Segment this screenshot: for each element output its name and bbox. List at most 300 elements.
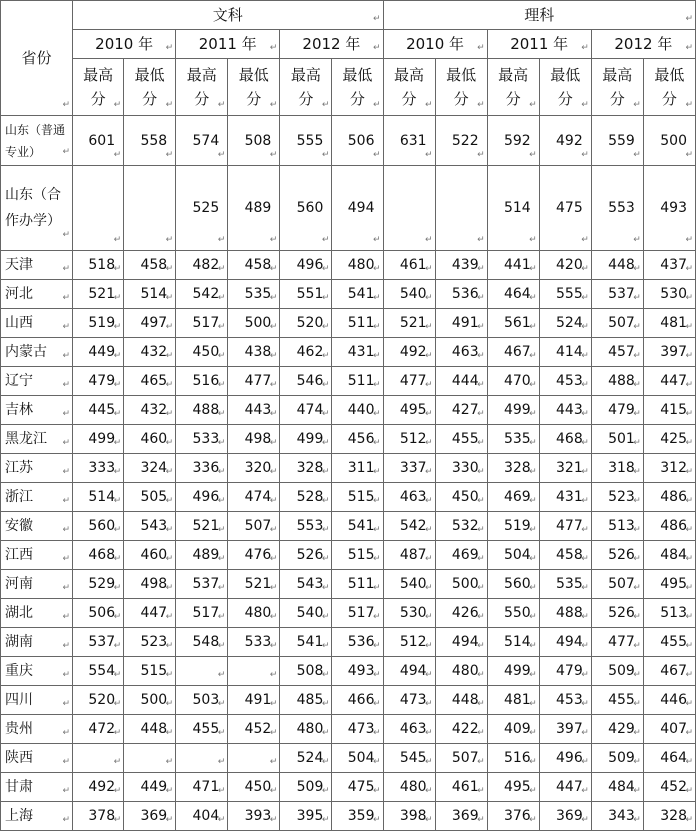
province-cell: 江西 ↵ <box>1 541 73 570</box>
score-cell: 473 ↵ <box>332 715 383 744</box>
score-cell: 520 ↵ <box>73 686 124 715</box>
table-row <box>1 773 696 802</box>
score-label-text: 最高 <box>83 66 114 84</box>
score-cell: 504 ↵ <box>332 744 383 773</box>
score-cell: 541 ↵ <box>332 512 383 541</box>
score-cell: 592 ↵ <box>487 116 539 166</box>
score-cell: 477 ↵ <box>228 367 280 396</box>
score-cell: 311 ↵ <box>332 454 383 483</box>
score-cell: 495 ↵ <box>643 570 695 599</box>
score-cell: 450 ↵ <box>228 773 280 802</box>
score-cell: 427 ↵ <box>435 396 487 425</box>
score-cell: 492 ↵ <box>539 116 591 166</box>
score-cell: 446 ↵ <box>643 686 695 715</box>
score-cell: 448 ↵ <box>435 686 487 715</box>
province-cell: 内蒙古 ↵ <box>1 338 73 367</box>
score-cell: 460 ↵ <box>124 541 176 570</box>
score-label-row <box>1 59 696 116</box>
table-row <box>1 280 696 309</box>
score-cell: 489 ↵ <box>176 541 228 570</box>
score-cell: 393 ↵ <box>228 802 280 831</box>
score-cell: 546 ↵ <box>280 367 332 396</box>
score-cell: 449 ↵ <box>124 773 176 802</box>
group-header-like: 理科 ↵ <box>383 1 696 30</box>
score-cell <box>383 166 435 251</box>
year-header: 2010 年 ↵ <box>73 30 176 59</box>
score-cell: 535 ↵ <box>228 280 280 309</box>
score-label-header <box>280 59 332 116</box>
score-cell: 524 ↵ <box>280 744 332 773</box>
table-row <box>1 802 696 831</box>
score-cell: 601 ↵ <box>73 116 124 166</box>
score-label-header <box>435 59 487 116</box>
score-cell: 548 ↵ <box>176 628 228 657</box>
score-cell: 519 ↵ <box>73 309 124 338</box>
score-cell: 540 ↵ <box>383 570 435 599</box>
score-label-text: 分 <box>298 90 314 108</box>
table-row <box>1 454 696 483</box>
score-cell: 444 ↵ <box>435 367 487 396</box>
score-cell: 551 ↵ <box>280 280 332 309</box>
province-cell: 山西 ↵ <box>1 309 73 338</box>
score-cell: 443 ↵ <box>539 396 591 425</box>
score-cell: 540 ↵ <box>280 599 332 628</box>
province-cell: 吉林 ↵ <box>1 396 73 425</box>
score-cell: 519 ↵ <box>487 512 539 541</box>
score-cell: 455 ↵ <box>435 425 487 454</box>
score-cell: 448 ↵ <box>591 251 643 280</box>
score-cell: 492 ↵ <box>383 338 435 367</box>
score-cell: 455 ↵ <box>176 715 228 744</box>
score-cell: 455 ↵ <box>591 686 643 715</box>
score-label-text: 分 <box>142 90 158 108</box>
score-cell: 500 ↵ <box>643 116 695 166</box>
score-cell: 485 ↵ <box>280 686 332 715</box>
score-cell: 453 ↵ <box>539 686 591 715</box>
score-cell: 466 ↵ <box>332 686 383 715</box>
score-cell: 480 ↵ <box>280 715 332 744</box>
table-row <box>1 367 696 396</box>
score-cell: 479 ↵ <box>539 657 591 686</box>
score-cell: 550 ↵ <box>487 599 539 628</box>
score-label-text: 最高 <box>498 66 529 84</box>
score-cell: 429 ↵ <box>591 715 643 744</box>
score-cell: 518 ↵ <box>73 251 124 280</box>
score-cell: 472 ↵ <box>73 715 124 744</box>
score-cell: 508 ↵ <box>280 657 332 686</box>
score-cell: 465 ↵ <box>124 367 176 396</box>
table-row <box>1 483 696 512</box>
score-cell: 497 ↵ <box>124 309 176 338</box>
table-row <box>1 541 696 570</box>
province-cell: 四川 ↵ <box>1 686 73 715</box>
score-label-text: 最高 <box>186 66 217 84</box>
score-cell <box>435 166 487 251</box>
score-cell: 540 ↵ <box>383 280 435 309</box>
score-cell: 494 ↵ <box>332 166 383 251</box>
score-cell: 473 ↵ <box>383 686 435 715</box>
score-cell: 537 ↵ <box>591 280 643 309</box>
score-cell: 495 ↵ <box>487 773 539 802</box>
score-cell: 526 ↵ <box>591 541 643 570</box>
score-cell: 517 ↵ <box>176 309 228 338</box>
score-cell: 437 ↵ <box>643 251 695 280</box>
score-cell: 461 ↵ <box>383 251 435 280</box>
table-row <box>1 338 696 367</box>
score-cell: 523 ↵ <box>591 483 643 512</box>
score-cell: 479 ↵ <box>591 396 643 425</box>
group-header-row <box>1 1 696 30</box>
score-cell: 507 ↵ <box>435 744 487 773</box>
score-cell: 328 ↵ <box>487 454 539 483</box>
score-cell: 493 ↵ <box>643 166 695 251</box>
score-cell: 489 ↵ <box>228 166 280 251</box>
score-label-text: 最高 <box>602 66 633 84</box>
score-cell: 440 ↵ <box>332 396 383 425</box>
score-label-text: 最低 <box>134 66 165 84</box>
score-label-text: 最高 <box>290 66 321 84</box>
score-cell: 463 ↵ <box>383 715 435 744</box>
score-cell: 453 ↵ <box>539 367 591 396</box>
score-cell: 542 ↵ <box>176 280 228 309</box>
score-cell: 395 ↵ <box>280 802 332 831</box>
score-cell: 407 ↵ <box>643 715 695 744</box>
province-cell: 黑龙江 ↵ <box>1 425 73 454</box>
score-cell: 509 ↵ <box>280 773 332 802</box>
table-row <box>1 599 696 628</box>
score-label-text: 最低 <box>238 66 269 84</box>
score-cell: 441 ↵ <box>487 251 539 280</box>
year-header-row <box>1 30 696 59</box>
score-cell: 455 ↵ <box>643 628 695 657</box>
score-cell <box>176 744 228 773</box>
score-cell: 480 ↵ <box>435 657 487 686</box>
score-cell: 487 ↵ <box>383 541 435 570</box>
score-cell: 369 ↵ <box>124 802 176 831</box>
score-cell: 529 ↵ <box>73 570 124 599</box>
score-cell: 458 ↵ <box>539 541 591 570</box>
score-cell: 376 ↵ <box>487 802 539 831</box>
score-label-text: 分 <box>90 90 106 108</box>
province-cell: 山东（合作办学） ↵ <box>1 166 73 251</box>
score-cell: 369 ↵ <box>539 802 591 831</box>
score-cell <box>124 744 176 773</box>
score-cell: 471 ↵ <box>176 773 228 802</box>
score-cell: 336 ↵ <box>176 454 228 483</box>
score-cell: 488 ↵ <box>591 367 643 396</box>
table-row <box>1 425 696 454</box>
score-cell: 535 ↵ <box>539 570 591 599</box>
score-cell: 470 ↵ <box>487 367 539 396</box>
score-cell: 506 ↵ <box>73 599 124 628</box>
score-cell: 508 ↵ <box>228 116 280 166</box>
score-cell: 469 ↵ <box>487 483 539 512</box>
score-cell: 458 ↵ <box>228 251 280 280</box>
score-label-text: 分 <box>401 90 417 108</box>
score-cell: 559 ↵ <box>591 116 643 166</box>
score-cell: 515 ↵ <box>332 483 383 512</box>
province-cell: 重庆 ↵ <box>1 657 73 686</box>
score-cell: 509 ↵ <box>591 657 643 686</box>
score-label-text: 最低 <box>342 66 373 84</box>
score-cell: 369 ↵ <box>435 802 487 831</box>
province-cell: 天津 ↵ <box>1 251 73 280</box>
score-cell: 514 ↵ <box>487 628 539 657</box>
score-label-text: 最高 <box>394 66 425 84</box>
table-row <box>1 744 696 773</box>
province-cell: 山东（普通专业） ↵ <box>1 116 73 166</box>
score-cell: 516 ↵ <box>176 367 228 396</box>
score-cell: 328 ↵ <box>643 802 695 831</box>
score-cell: 530 ↵ <box>643 280 695 309</box>
score-cell: 480 ↵ <box>332 251 383 280</box>
year-header: 2012 年 ↵ <box>280 30 383 59</box>
score-cell: 517 ↵ <box>332 599 383 628</box>
score-cell: 536 ↵ <box>435 280 487 309</box>
score-cell: 480 ↵ <box>383 773 435 802</box>
table-row <box>1 116 696 166</box>
score-cell: 461 ↵ <box>435 773 487 802</box>
score-cell: 443 ↵ <box>228 396 280 425</box>
province-cell: 贵州 ↵ <box>1 715 73 744</box>
year-header: 2011 年 ↵ <box>487 30 591 59</box>
score-label-text: 最低 <box>446 66 477 84</box>
score-cell: 447 ↵ <box>643 367 695 396</box>
table-row <box>1 570 696 599</box>
score-cell: 409 ↵ <box>487 715 539 744</box>
score-cell: 516 ↵ <box>487 744 539 773</box>
score-cell: 448 ↵ <box>124 715 176 744</box>
score-cell: 450 ↵ <box>435 483 487 512</box>
table-row <box>1 628 696 657</box>
score-cell: 500 ↵ <box>228 309 280 338</box>
score-label-header <box>73 59 124 116</box>
score-cell: 475 ↵ <box>539 166 591 251</box>
score-cell: 452 ↵ <box>228 715 280 744</box>
score-cell: 460 ↵ <box>124 425 176 454</box>
score-label-text: 分 <box>194 90 210 108</box>
score-cell: 507 ↵ <box>591 570 643 599</box>
score-cell: 447 ↵ <box>539 773 591 802</box>
score-cell: 514 ↵ <box>487 166 539 251</box>
score-cell: 492 ↵ <box>73 773 124 802</box>
score-cell: 496 ↵ <box>280 251 332 280</box>
score-cell: 488 ↵ <box>539 599 591 628</box>
score-label-text: 分 <box>609 90 625 108</box>
score-cell: 491 ↵ <box>435 309 487 338</box>
score-cell: 422 ↵ <box>435 715 487 744</box>
score-label-text: 最低 <box>550 66 581 84</box>
score-cell: 318 ↵ <box>591 454 643 483</box>
score-cell: 493 ↵ <box>332 657 383 686</box>
score-cell: 431 ↵ <box>332 338 383 367</box>
score-cell: 450 ↵ <box>176 338 228 367</box>
score-cell: 515 ↵ <box>124 657 176 686</box>
table-row <box>1 309 696 338</box>
score-cell: 491 ↵ <box>228 686 280 715</box>
score-cell: 359 ↵ <box>332 802 383 831</box>
score-cell: 468 ↵ <box>73 541 124 570</box>
score-cell: 468 ↵ <box>539 425 591 454</box>
score-cell <box>124 166 176 251</box>
score-cell: 479 ↵ <box>73 367 124 396</box>
score-cell: 496 ↵ <box>176 483 228 512</box>
score-cell <box>73 166 124 251</box>
score-cell: 558 ↵ <box>124 116 176 166</box>
score-cell: 420 ↵ <box>539 251 591 280</box>
score-cell: 463 ↵ <box>435 338 487 367</box>
score-cell: 449 ↵ <box>73 338 124 367</box>
score-cell: 517 ↵ <box>176 599 228 628</box>
score-cell: 477 ↵ <box>539 512 591 541</box>
score-cell: 328 ↵ <box>280 454 332 483</box>
score-cell: 520 ↵ <box>280 309 332 338</box>
score-cell: 481 ↵ <box>487 686 539 715</box>
score-label-text: 最低 <box>654 66 685 84</box>
score-cell: 474 ↵ <box>280 396 332 425</box>
score-cell: 541 ↵ <box>280 628 332 657</box>
score-cell: 555 ↵ <box>539 280 591 309</box>
score-cell: 521 ↵ <box>383 309 435 338</box>
province-cell: 湖北 ↵ <box>1 599 73 628</box>
score-cell: 528 ↵ <box>280 483 332 512</box>
score-cell: 464 ↵ <box>487 280 539 309</box>
score-cell: 445 ↵ <box>73 396 124 425</box>
score-label-header <box>591 59 643 116</box>
score-cell: 513 ↵ <box>591 512 643 541</box>
score-cell: 504 ↵ <box>487 541 539 570</box>
score-label-text: 分 <box>349 90 365 108</box>
score-cell <box>176 657 228 686</box>
score-cell: 333 ↵ <box>73 454 124 483</box>
score-cell: 438 ↵ <box>228 338 280 367</box>
score-cell: 543 ↵ <box>280 570 332 599</box>
score-cell: 495 ↵ <box>383 396 435 425</box>
score-cell: 574 ↵ <box>176 116 228 166</box>
score-cell: 512 ↵ <box>383 628 435 657</box>
score-cell: 477 ↵ <box>383 367 435 396</box>
score-cell: 337 ↵ <box>383 454 435 483</box>
score-cell: 511 ↵ <box>332 309 383 338</box>
score-cell: 482 ↵ <box>176 251 228 280</box>
score-cell: 545 ↵ <box>383 744 435 773</box>
table-row <box>1 396 696 425</box>
score-cell: 514 ↵ <box>124 280 176 309</box>
score-label-header <box>332 59 383 116</box>
score-cell: 397 ↵ <box>643 338 695 367</box>
score-cell: 484 ↵ <box>591 773 643 802</box>
score-cell: 511 ↵ <box>332 367 383 396</box>
province-cell: 河北 ↵ <box>1 280 73 309</box>
score-cell: 521 ↵ <box>176 512 228 541</box>
score-cell: 542 ↵ <box>383 512 435 541</box>
year-header: 2010 年 ↵ <box>383 30 487 59</box>
province-header: 省份 ↵ <box>1 1 73 116</box>
score-cell: 484 ↵ <box>643 541 695 570</box>
score-cell <box>73 744 124 773</box>
year-header: 2012 年 ↵ <box>591 30 695 59</box>
score-cell: 526 ↵ <box>280 541 332 570</box>
score-cell: 432 ↵ <box>124 338 176 367</box>
province-cell: 安徽 ↵ <box>1 512 73 541</box>
score-label-header <box>383 59 435 116</box>
score-cell: 447 ↵ <box>124 599 176 628</box>
score-cell: 554 ↵ <box>73 657 124 686</box>
score-label-text: 分 <box>453 90 469 108</box>
score-cell: 414 ↵ <box>539 338 591 367</box>
score-cell: 507 ↵ <box>228 512 280 541</box>
score-cell: 513 ↵ <box>643 599 695 628</box>
score-cell <box>228 744 280 773</box>
score-cell: 343 ↵ <box>591 802 643 831</box>
group-header-wenke: 文科 ↵ <box>73 1 383 30</box>
province-cell: 甘肃 ↵ <box>1 773 73 802</box>
score-cell: 488 ↵ <box>176 396 228 425</box>
score-cell: 477 ↵ <box>591 628 643 657</box>
score-label-header <box>643 59 695 116</box>
score-cell: 398 ↵ <box>383 802 435 831</box>
score-cell: 553 ↵ <box>280 512 332 541</box>
score-cell: 494 ↵ <box>383 657 435 686</box>
score-cell: 415 ↵ <box>643 396 695 425</box>
score-cell: 467 ↵ <box>643 657 695 686</box>
score-cell: 535 ↵ <box>487 425 539 454</box>
score-cell: 553 ↵ <box>591 166 643 251</box>
table-row <box>1 166 696 251</box>
province-cell: 浙江 ↵ <box>1 483 73 512</box>
score-cell: 503 ↵ <box>176 686 228 715</box>
score-cell: 530 ↵ <box>383 599 435 628</box>
table-row <box>1 686 696 715</box>
score-cell: 456 ↵ <box>332 425 383 454</box>
score-cell: 498 ↵ <box>124 570 176 599</box>
score-cell: 330 ↵ <box>435 454 487 483</box>
score-cell: 560 ↵ <box>280 166 332 251</box>
score-cell: 481 ↵ <box>643 309 695 338</box>
score-cell: 506 ↵ <box>332 116 383 166</box>
score-cell: 541 ↵ <box>332 280 383 309</box>
score-cell: 469 ↵ <box>435 541 487 570</box>
score-cell: 560 ↵ <box>73 512 124 541</box>
score-cell: 499 ↵ <box>487 396 539 425</box>
score-cell: 521 ↵ <box>73 280 124 309</box>
score-cell: 378 ↵ <box>73 802 124 831</box>
score-cell: 509 ↵ <box>591 744 643 773</box>
score-cell: 561 ↵ <box>487 309 539 338</box>
score-cell: 474 ↵ <box>228 483 280 512</box>
score-cell: 494 ↵ <box>435 628 487 657</box>
score-cell: 536 ↵ <box>332 628 383 657</box>
score-cell: 500 ↵ <box>435 570 487 599</box>
score-label-text: 分 <box>661 90 677 108</box>
score-cell: 431 ↵ <box>539 483 591 512</box>
province-cell: 河南 ↵ <box>1 570 73 599</box>
score-cell: 426 ↵ <box>435 599 487 628</box>
score-cell: 521 ↵ <box>228 570 280 599</box>
score-cell: 324 ↵ <box>124 454 176 483</box>
score-cell: 397 ↵ <box>539 715 591 744</box>
score-cell: 476 ↵ <box>228 541 280 570</box>
score-cell: 498 ↵ <box>228 425 280 454</box>
score-cell: 533 ↵ <box>176 425 228 454</box>
score-cell: 486 ↵ <box>643 512 695 541</box>
score-cell: 526 ↵ <box>591 599 643 628</box>
province-cell: 江苏 ↵ <box>1 454 73 483</box>
score-cell: 555 ↵ <box>280 116 332 166</box>
score-label-text: 分 <box>505 90 521 108</box>
score-cell: 312 ↵ <box>643 454 695 483</box>
score-cell: 404 ↵ <box>176 802 228 831</box>
